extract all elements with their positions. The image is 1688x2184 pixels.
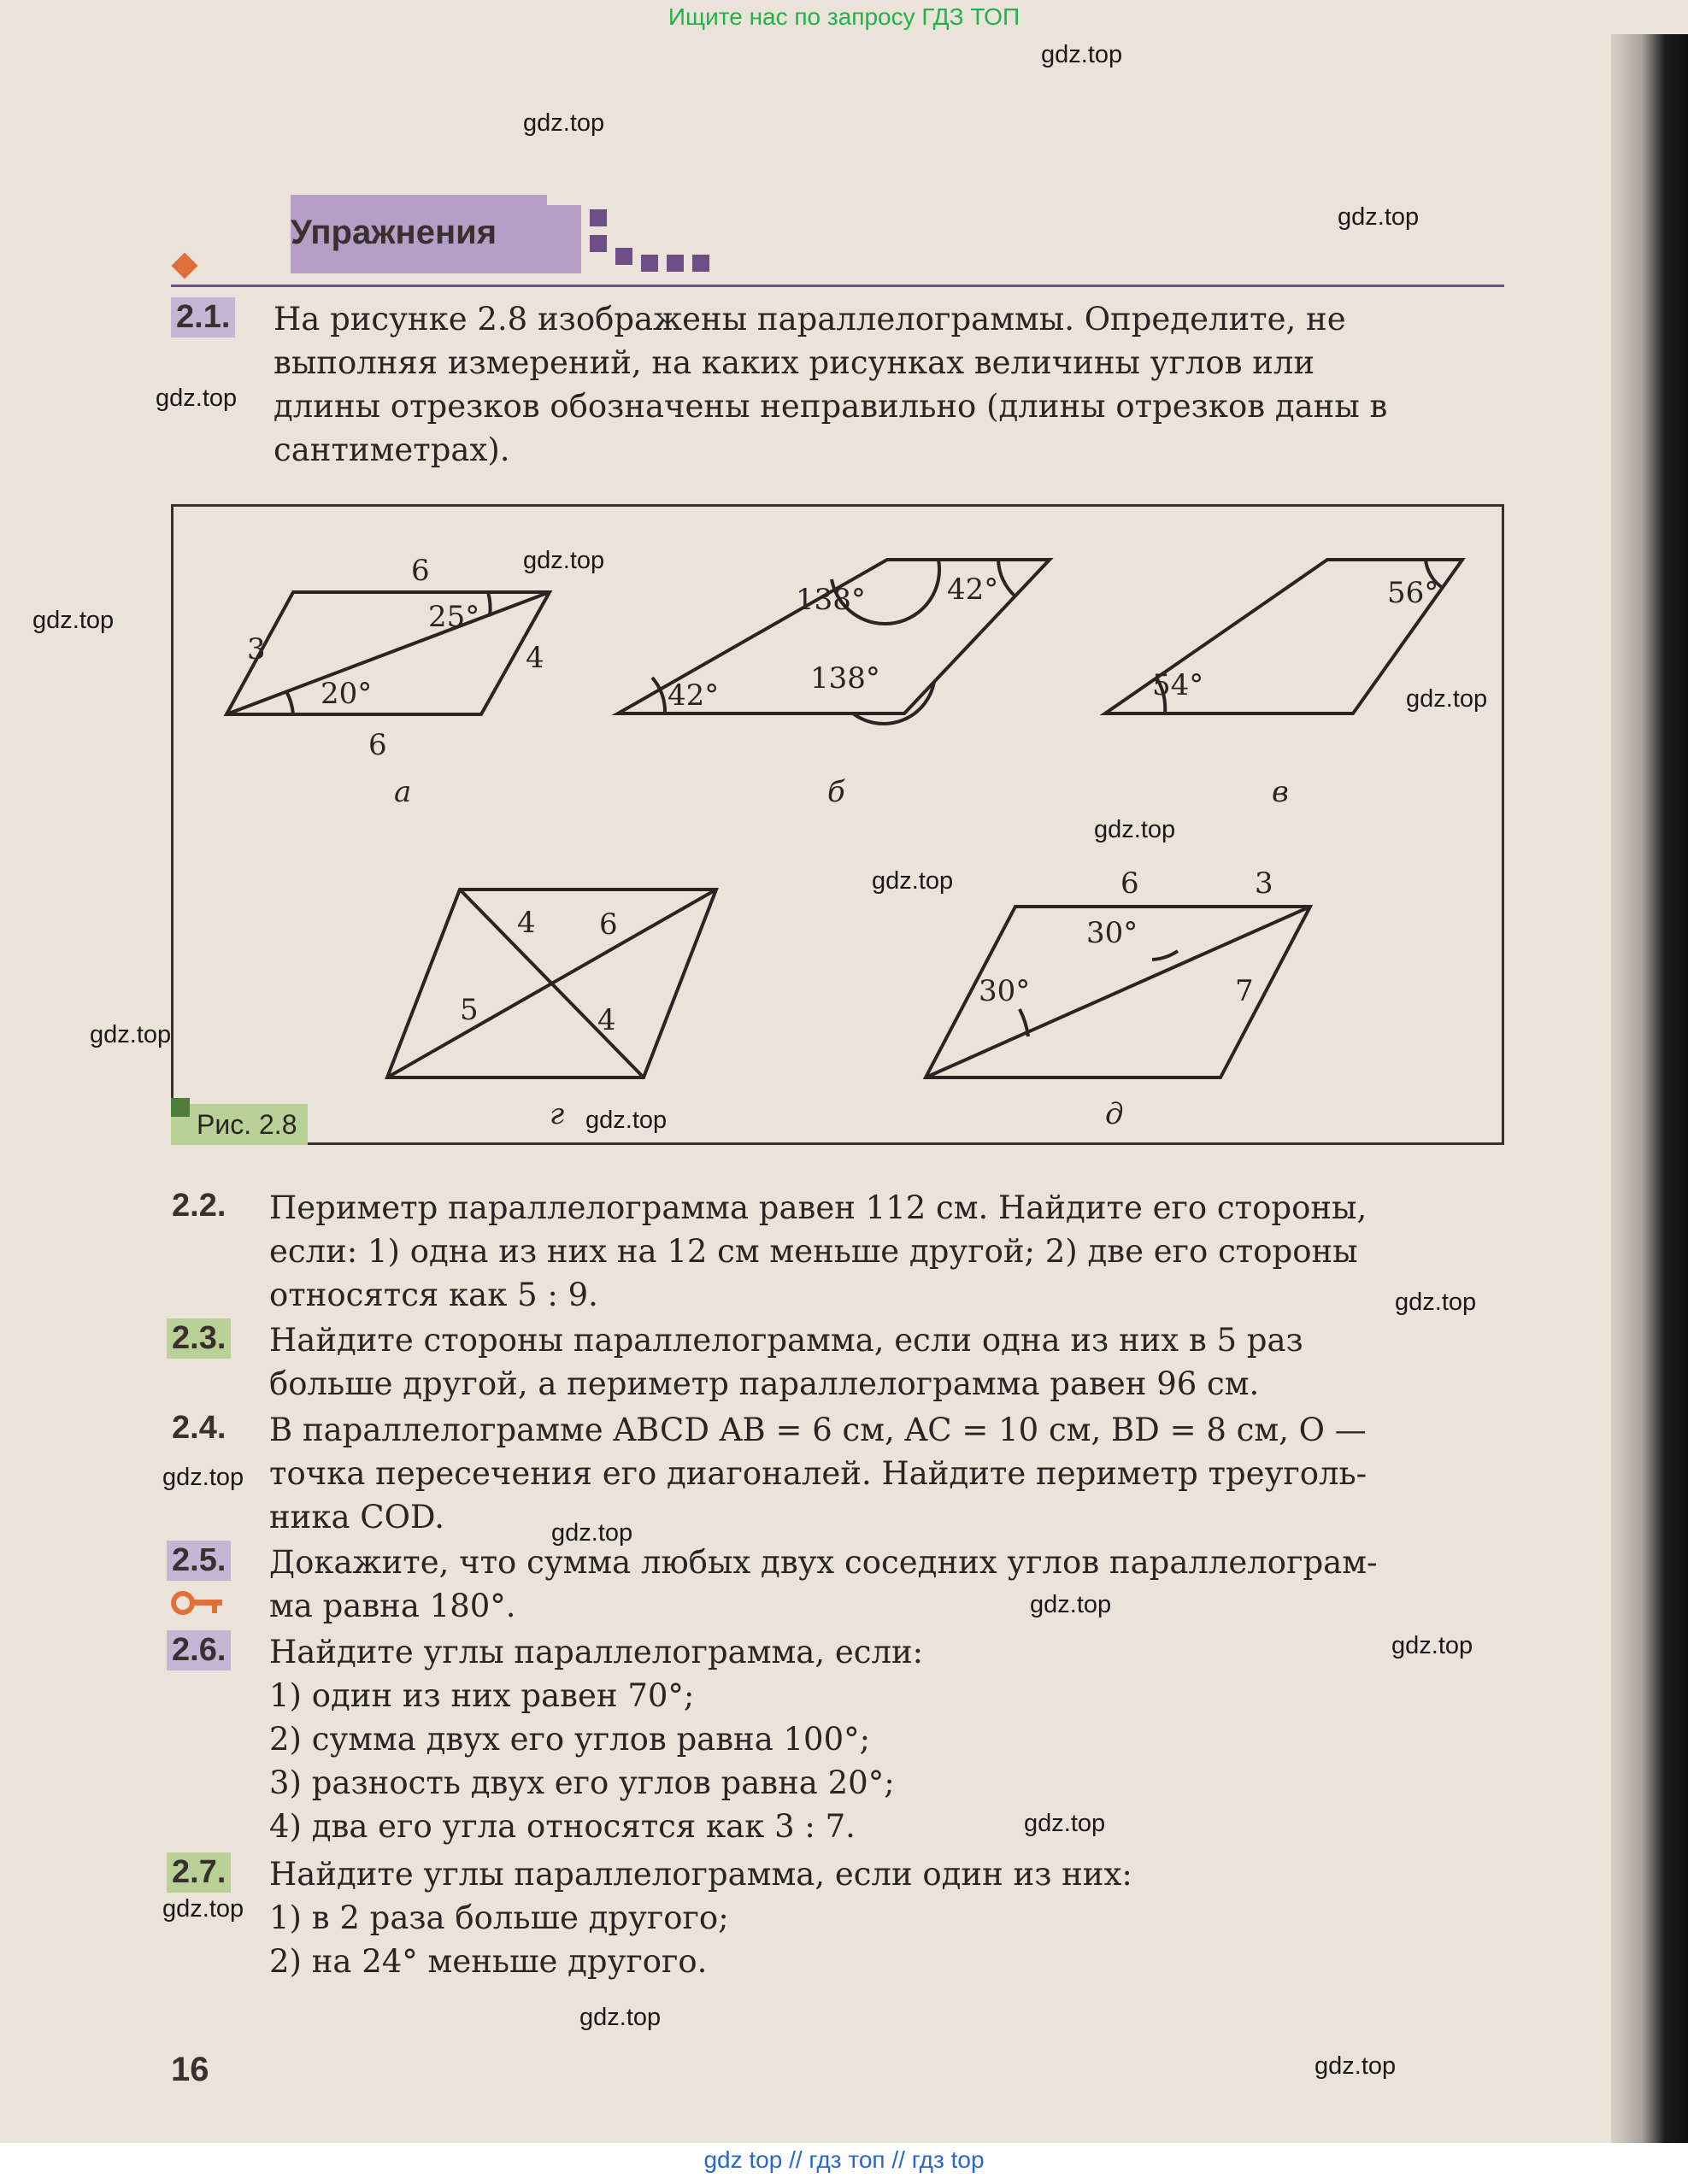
top-banner[interactable]: Ищите нас по запросу ГДЗ ТОП (668, 3, 1020, 30)
label-g-seg3: 5 (460, 993, 479, 1027)
angle-arc-a-top (488, 592, 491, 616)
figure-caption-marker (171, 1098, 190, 1117)
watermark: gdz.top (579, 2004, 662, 2031)
label-v-angle-bl: 54° (1152, 668, 1204, 702)
header-decor-square (615, 248, 632, 265)
figure-caption-text: Рис. 2.8 (197, 1109, 297, 1140)
text-line: ника COD. (269, 1499, 445, 1535)
watermark: gdz.top (90, 1021, 172, 1048)
exercise-number: 2.1. (171, 297, 235, 338)
label-d-top: 6 (1120, 866, 1139, 901)
header-decor-square (667, 255, 684, 272)
text-line: сантиметрах). (273, 432, 510, 468)
exercise-2-3-text (269, 1318, 1303, 1406)
watermark: gdz.top (1024, 1810, 1106, 1837)
text-line: больше другой, а периметр параллелограмма равен 96 см. (269, 1365, 1260, 1402)
watermark: gdz.top (156, 385, 238, 412)
watermark: gdz.top (162, 1895, 244, 1923)
bottom-banner[interactable]: gdz top // гдз топ // гдз top (0, 2143, 1688, 2184)
label-v-angle-tr: 56° (1387, 576, 1439, 610)
label-g: г (550, 1097, 565, 1131)
diagonal-a (226, 592, 550, 714)
header-rule (171, 285, 1504, 287)
label-a-bottom: 6 (368, 728, 387, 762)
text-line: длины отрезков обозначены неправильно (длины отрезков даны в (273, 388, 1388, 425)
label-d-right: 7 (1235, 974, 1254, 1008)
label-b-angle-tl: 138° (796, 583, 866, 617)
text-line: 3) разность двух его углов равна 20°; (269, 1764, 895, 1801)
watermark: gdz.top (1030, 1591, 1112, 1618)
label-b-angle-bl: 42° (668, 678, 720, 713)
text-line: Докажите, что сумма любых двух соседних углов параллелограм- (269, 1544, 1378, 1581)
watermark: gdz.top (523, 109, 605, 137)
label-a-top: 6 (411, 554, 430, 588)
header-decor-square (590, 209, 607, 226)
text-line: если: 1) одна из них на 12 см меньше другой; 2) две его стороны (269, 1233, 1358, 1270)
label-a-right: 4 (526, 641, 544, 675)
header-decor-block (547, 205, 581, 239)
text-line: 2) сумма двух его углов равна 100°; (269, 1721, 871, 1758)
header-decor-square (641, 255, 658, 272)
exercise-number: 2.2. (172, 1188, 226, 1224)
text-line: Периметр параллелограмма равен 112 см. Найдите его стороны, (269, 1189, 1367, 1226)
header-decor-block (291, 195, 547, 214)
figure-2-8-drawing (174, 507, 1502, 1142)
exercise-2-6-text (269, 1630, 923, 1848)
watermark: gdz.top (1406, 685, 1488, 713)
angle-arc-b-tr (998, 560, 1015, 596)
watermark: gdz.top (585, 1107, 668, 1134)
label-d: д (1105, 1097, 1124, 1131)
exercise-number: 2.7. (167, 1852, 231, 1893)
page-number: 16 (171, 2051, 209, 2088)
watermark: gdz.top (162, 1464, 244, 1491)
exercise-number: 2.6. (167, 1630, 231, 1670)
header-decor-square (590, 235, 607, 252)
label-d-top-right: 3 (1255, 866, 1273, 901)
watermark: gdz.top (1395, 1289, 1477, 1316)
text-line: ма равна 180°. (269, 1588, 516, 1624)
label-b: б (827, 775, 845, 809)
text-line: 4) два его угла относятся как 3 : 7. (269, 1808, 856, 1845)
angle-arc-b-bl (652, 678, 665, 713)
book-spine-edge (1611, 34, 1688, 2143)
text-line: Найдите стороны параллелограмма, если одна из них в 5 раз (269, 1322, 1303, 1359)
label-d-angle-top: 30° (1086, 916, 1138, 950)
angle-arc-d-top (1152, 951, 1178, 960)
text-line: 1) один из них равен 70°; (269, 1677, 695, 1714)
label-a-left: 3 (247, 632, 266, 666)
exercise-2-4-text (269, 1408, 1367, 1539)
label-b-angle-tr: 42° (947, 572, 999, 607)
exercise-number: 2.5. (167, 1541, 231, 1581)
text-line: точка пересечения его диагоналей. Найдите периметр треуголь- (269, 1455, 1367, 1492)
text-line: В параллелограмме ABCD AB = 6 см, AC = 10 см, BD = 8 см, O — (269, 1412, 1367, 1448)
exercise-2-2-text (269, 1186, 1367, 1317)
text-line: относятся как 5 : 9. (269, 1277, 598, 1313)
watermark: gdz.top (551, 1519, 633, 1547)
exercise-2-5-text (269, 1541, 1377, 1628)
header-decor-square (692, 255, 709, 272)
text-line: На рисунке 2.8 изображены параллелограммы. Определите, не (273, 301, 1346, 338)
figure-box (171, 504, 1504, 1145)
label-a-angle-bottom: 20° (321, 677, 373, 711)
angle-arc-a-bottom (286, 691, 293, 714)
label-g-seg2: 6 (599, 907, 618, 942)
section-title: Упражнения (291, 214, 497, 251)
text-line: 2) на 24° меньше другого. (269, 1943, 708, 1980)
exercise-number: 2.4. (172, 1410, 226, 1446)
exercise-2-1-text (273, 297, 1387, 472)
label-d-angle-left: 30° (979, 974, 1031, 1008)
watermark: gdz.top (1338, 203, 1420, 231)
watermark: gdz.top (32, 607, 115, 634)
watermark: gdz.top (1041, 41, 1123, 68)
figure-caption (171, 1104, 308, 1145)
label-a-angle-top: 25° (428, 600, 480, 634)
key-icon-shaft (193, 1600, 222, 1606)
watermark: gdz.top (1391, 1632, 1473, 1659)
text-line: Найдите углы параллелограмма, если: (269, 1634, 924, 1670)
text-line: выполняя измерений, на каких рисунках величины углов или (273, 344, 1315, 381)
text-line: Найдите углы параллелограмма, если один из них: (269, 1856, 1132, 1893)
watermark: gdz.top (1094, 816, 1176, 843)
key-icon (171, 1591, 195, 1615)
exercise-number: 2.3. (167, 1318, 231, 1359)
label-v: в (1272, 775, 1289, 809)
label-a: а (394, 775, 412, 809)
label-g-seg1: 4 (517, 906, 536, 940)
exercise-2-7-text (269, 1852, 1132, 1983)
text-line: 1) в 2 раза больше другого; (269, 1899, 729, 1936)
key-icon-tooth (212, 1600, 217, 1613)
watermark: gdz.top (1315, 2052, 1397, 2080)
watermark: gdz.top (523, 547, 605, 574)
label-b-angle-br: 138° (810, 661, 880, 696)
label-g-seg4: 4 (597, 1003, 616, 1037)
diagonal-g-2 (387, 889, 716, 1077)
watermark: gdz.top (872, 867, 954, 895)
